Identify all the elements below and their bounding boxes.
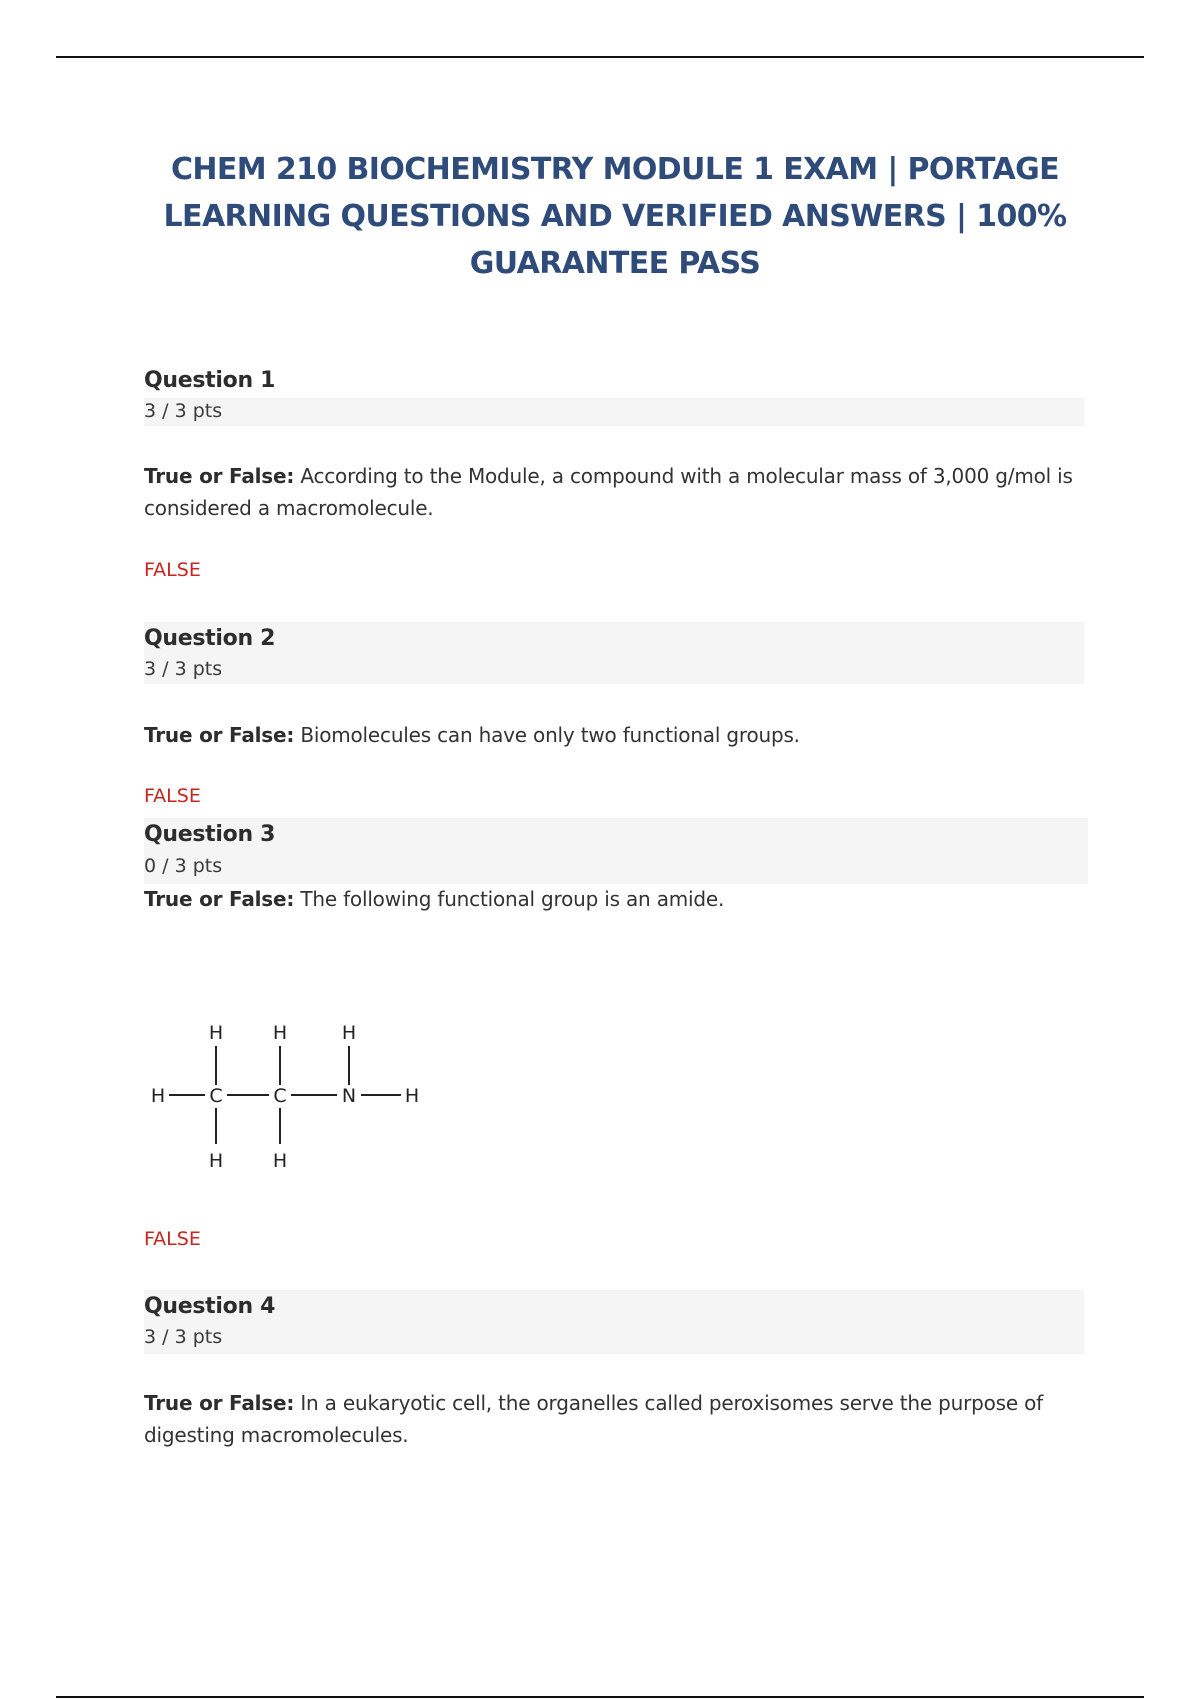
page-bottom-rule: [56, 1696, 1144, 1698]
question-3-prompt-text: The following functional group is an amide.: [300, 887, 725, 911]
atom-h-top-1: H: [208, 1022, 224, 1044]
question-3-points: 0 / 3 pts: [144, 855, 223, 877]
atom-h-bottom-2: H: [272, 1150, 288, 1172]
question-3-answer: FALSE: [144, 1228, 201, 1250]
question-4-prompt: [144, 1387, 1084, 1451]
question-1-answer: FALSE: [144, 559, 201, 581]
question-4-header: [144, 1290, 1084, 1354]
question-2-answer: FALSE: [144, 785, 201, 807]
atom-c1: C: [209, 1085, 223, 1107]
document-title: CHEM 210 BIOCHEMISTRY MODULE 1 EXAM | PORTAGE LEARNING QUESTIONS AND VERIFIED ANSWERS | 100% GUARANTEE PASS: [163, 152, 1067, 281]
atom-h-left: H: [150, 1085, 166, 1107]
question-3-title: Question 3: [144, 822, 276, 847]
question-1-pts-band: [144, 398, 1084, 426]
page-top-rule: [56, 56, 1144, 58]
ethylamine-structure: [144, 1010, 434, 1180]
question-1-title: Question 1: [144, 368, 276, 393]
question-3-header: [144, 818, 1088, 884]
atom-h-bottom-1: H: [208, 1150, 224, 1172]
question-1-prompt-label: True or False:: [144, 464, 295, 488]
question-4-prompt-label: True or False:: [144, 1391, 295, 1415]
question-1-prompt-text: According to the Module, a compound with a molecular mass of 3,000 g/mol is considered a macromolecule.: [144, 464, 1073, 520]
atom-n: N: [341, 1085, 357, 1107]
question-2-prompt-label: True or False:: [144, 723, 295, 747]
atom-c2: C: [273, 1085, 287, 1107]
question-1-header: [144, 368, 1084, 426]
question-4-prompt-text: In a eukaryotic cell, the organelles called peroxisomes serve the purpose of digesting macromolecules.: [144, 1391, 1043, 1447]
atom-h-right: H: [404, 1085, 420, 1107]
atom-h-top-2: H: [272, 1022, 288, 1044]
question-1-points: 3 / 3 pts: [144, 400, 223, 422]
question-2-title: Question 2: [144, 626, 276, 651]
atom-h-top-3: H: [341, 1022, 357, 1044]
question-2-header: [144, 622, 1084, 684]
question-4-title: Question 4: [144, 1294, 276, 1319]
question-1-prompt: [144, 460, 1084, 524]
question-3-prompt-label: True or False:: [144, 887, 295, 911]
question-4-points: 3 / 3 pts: [144, 1326, 223, 1348]
question-2-prompt: [144, 719, 1084, 751]
question-3-prompt: [144, 883, 1084, 915]
question-2-prompt-text: Biomolecules can have only two functional groups.: [300, 723, 800, 747]
question-2-points: 3 / 3 pts: [144, 658, 223, 680]
